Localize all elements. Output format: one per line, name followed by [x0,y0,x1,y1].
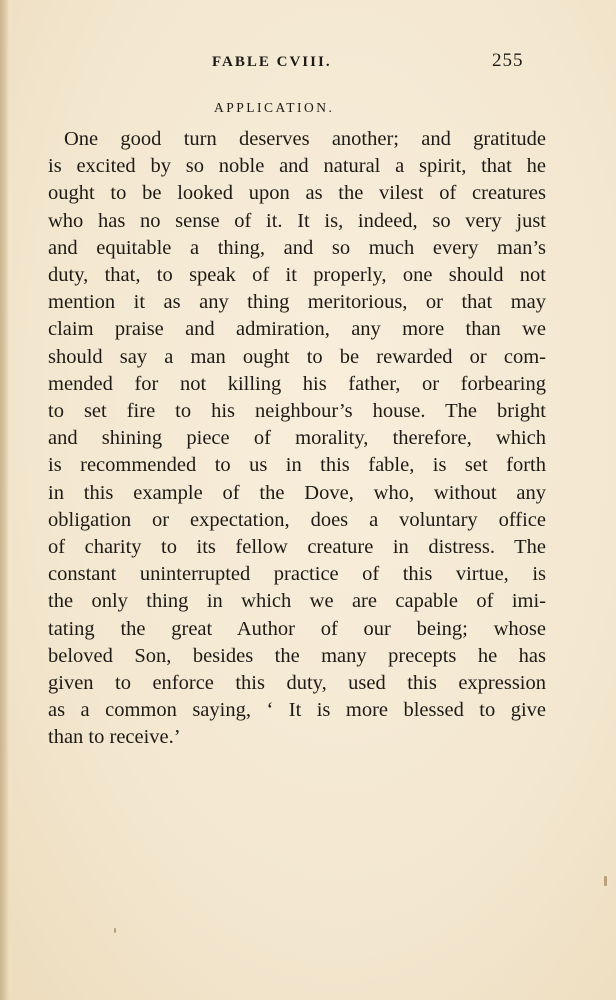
text-line: duty, that, to speak of it properly, one should not [48,264,546,287]
page-speck [114,928,116,933]
page-gutter [0,0,9,1000]
text-line: given to enforce this duty, used this expression [48,672,546,695]
text-line: who has no sense of it. It is, indeed, so very just [48,209,546,232]
text-line: One good turn deserves another; and gratitude [64,128,546,150]
section-heading: APPLICATION. [214,100,335,115]
text-line: than to receive.’ [48,726,181,749]
text-line: the only thing in which we are capable of imi- [48,590,546,613]
text-line: should say a man ought to be rewarded or com- [48,345,546,368]
text-line: is recommended to us in this fable, is set forth [48,454,546,477]
text-line: to set fire to his neighbour’s house. The bright [48,400,546,423]
page-header [0,50,616,80]
text-line: as a common saying, ‘ It is more blessed to give [48,699,546,722]
text-line: obligation or expectation, does a voluntary office [48,508,546,531]
text-line: mended for not killing his father, or forbearing [48,372,546,395]
page-speck [604,876,607,886]
running-head: FABLE CVIII. [212,54,332,70]
text-line: and equitable a thing, and so much every man’s [48,236,546,259]
text-line: claim praise and admiration, any more than we [48,318,546,341]
body-paragraph [48,126,546,752]
text-line: is excited by so noble and natural a spirit, that he [48,155,546,178]
text-line: mention it as any thing meritorious, or that may [48,291,546,314]
page-number: 255 [492,50,524,71]
text-line: tating the great Author of our being; whose [48,617,546,640]
text-line: in this example of the Dove, who, without any [48,481,546,504]
text-line: and shining piece of morality, therefore, which [48,427,546,450]
text-line: constant uninterrupted practice of this virtue, is [48,563,546,586]
text-line: ought to be looked upon as the vilest of creatures [48,182,546,205]
text-line: beloved Son, besides the many precepts he has [48,644,546,667]
text-line: of charity to its fellow creature in distress. The [48,536,546,559]
